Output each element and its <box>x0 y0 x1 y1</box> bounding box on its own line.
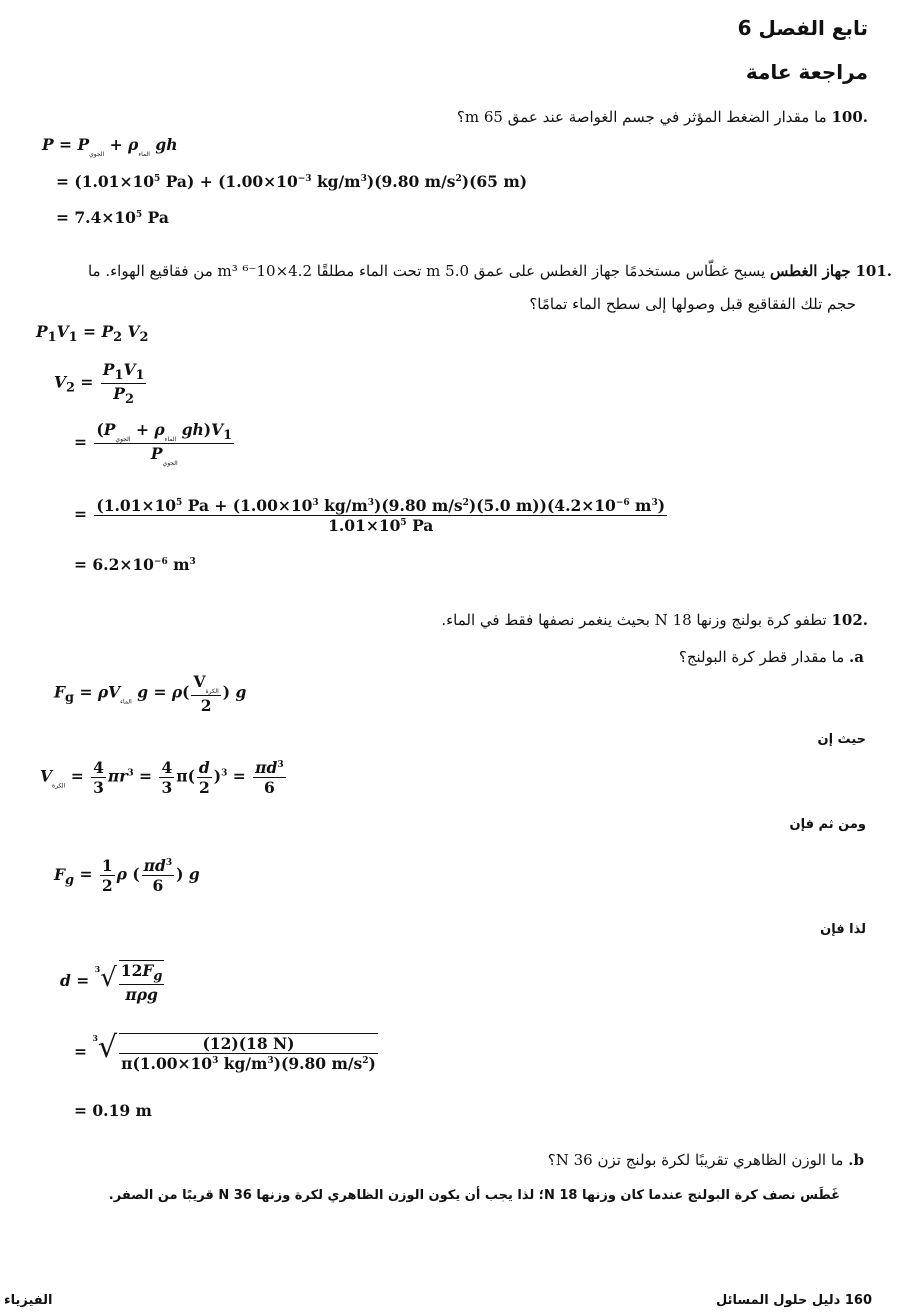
question-101 <box>2 258 892 285</box>
part-b <box>44 1147 864 1174</box>
equation: = ($1.01\times 10^5$ $Pa) + (1.00\times 10^{-3}$ $kg/m^3)(9.80$ $m/s^2)(65$ m) <box>56 172 528 191</box>
equation: $F_g$ = $\frac{1}{2}$ ρ ( $\frac{\pi d^3}{6}$ ) g <box>54 856 200 895</box>
equation: $F_g = \rho V_{الماء}$ g = ρ( $\frac{V_{الكرة}}{2}$ ) g <box>54 672 247 715</box>
question-100 <box>28 104 868 131</box>
therefore-note: لذا فإن <box>820 922 866 937</box>
equation: = $^3$√ $\frac{(12)(18 N)}{\pi(1.00\times 10^3 kg/m^3)(9.80 m/s^2)}$ <box>74 1030 376 1073</box>
equation: $P = P_{الجوي} + \rho_{الماء}$ gh <box>42 135 178 158</box>
question-text-line2: حجم تلك الفقاقيع قبل وصولها إلى سطح الماء تمامًا؟ <box>529 295 856 313</box>
part-label: a. <box>849 648 864 666</box>
footer-page-info <box>716 1293 872 1308</box>
question-text: ما مقدار الضغط المؤثر في جسم الغواصة عند عمق 65 m؟ <box>456 108 827 126</box>
equation: = ($1.01\times 10^5$ $Pa + (1.00\times 10^3$ $kg/m^3)(9.80$ $m/s^2)(5.0$ $m))(4.2\times 10^{-6}$ $m^3$) $1.01\times 10^5$ Pa <box>74 496 666 535</box>
equation: $V_{الكرة}$ = $\frac{4}{3}$ $\pi r^3$ = $\frac{4}{3}$ π( $\frac{d}{2}$ )$^3$ = $\frac{\pi d^3}{6}$ <box>40 758 284 797</box>
equation-result: = 0.19 m <box>74 1101 152 1120</box>
section-heading: مراجعة عامة <box>745 60 868 84</box>
answer-b: غَطَس نصف كرة البولنج عندما كان وزنها 18 N؛ لذا يجب أن يكون الوزن الظاهري لكرة وزنها 36 N قريبًا من الصفر. <box>108 1188 840 1203</box>
question-number: .100 <box>831 108 868 126</box>
question-number: .102 <box>831 611 868 629</box>
where-note: حيث إن <box>817 732 866 747</box>
question-number: .101 <box>855 262 892 280</box>
part-a <box>44 644 864 671</box>
equation: $V_2$ = $\frac{P_1V_1}{P_2}$ <box>54 360 145 408</box>
question-text: يسبح غطّاس مستخدمًا جهاز الغطس على عمق 5.0 m تحت الماء مطلقًا 4.2×10⁻⁶ m³ من فقاقيع الهواء. ما <box>87 262 766 280</box>
equation-result: = $7.4\times 10^5$ Pa <box>56 208 169 227</box>
part-text: ما الوزن الظاهري تقريبًا لكرة بولنج تزن 36 N؟ <box>547 1151 844 1169</box>
guide-name: دليل حلول المسائل <box>716 1293 841 1308</box>
chapter-heading: تابع الفصل 6 <box>737 16 868 40</box>
equation: $P_1V_1 = P_2$ $V_2$ <box>36 322 149 346</box>
hence-note: ومن ثم فإن <box>789 817 866 832</box>
equation: d = $^3$√ $\frac{12F_g}{\text{πρg}}$ <box>60 961 163 1005</box>
equation: = $\frac{(P_{الجوي} + \rho_{الماء} gh)V_1}{P_{الجوي}}$ <box>74 420 233 468</box>
question-text: تطفو كرة بولنج وزنها 18 N بحيث ينغمر نصفها فقط في الماء. <box>441 611 827 629</box>
question-title: جهاز الغطس <box>770 262 851 280</box>
page-number: 160 <box>844 1293 872 1308</box>
question-102 <box>28 607 868 634</box>
equation-result: = $6.2\times 10^{-6}$ $m^3$ <box>74 555 196 574</box>
part-text: ما مقدار قطر كرة البولنج؟ <box>678 648 845 666</box>
footer-subject: الفيزياء <box>4 1293 53 1308</box>
part-label: b. <box>848 1151 864 1169</box>
